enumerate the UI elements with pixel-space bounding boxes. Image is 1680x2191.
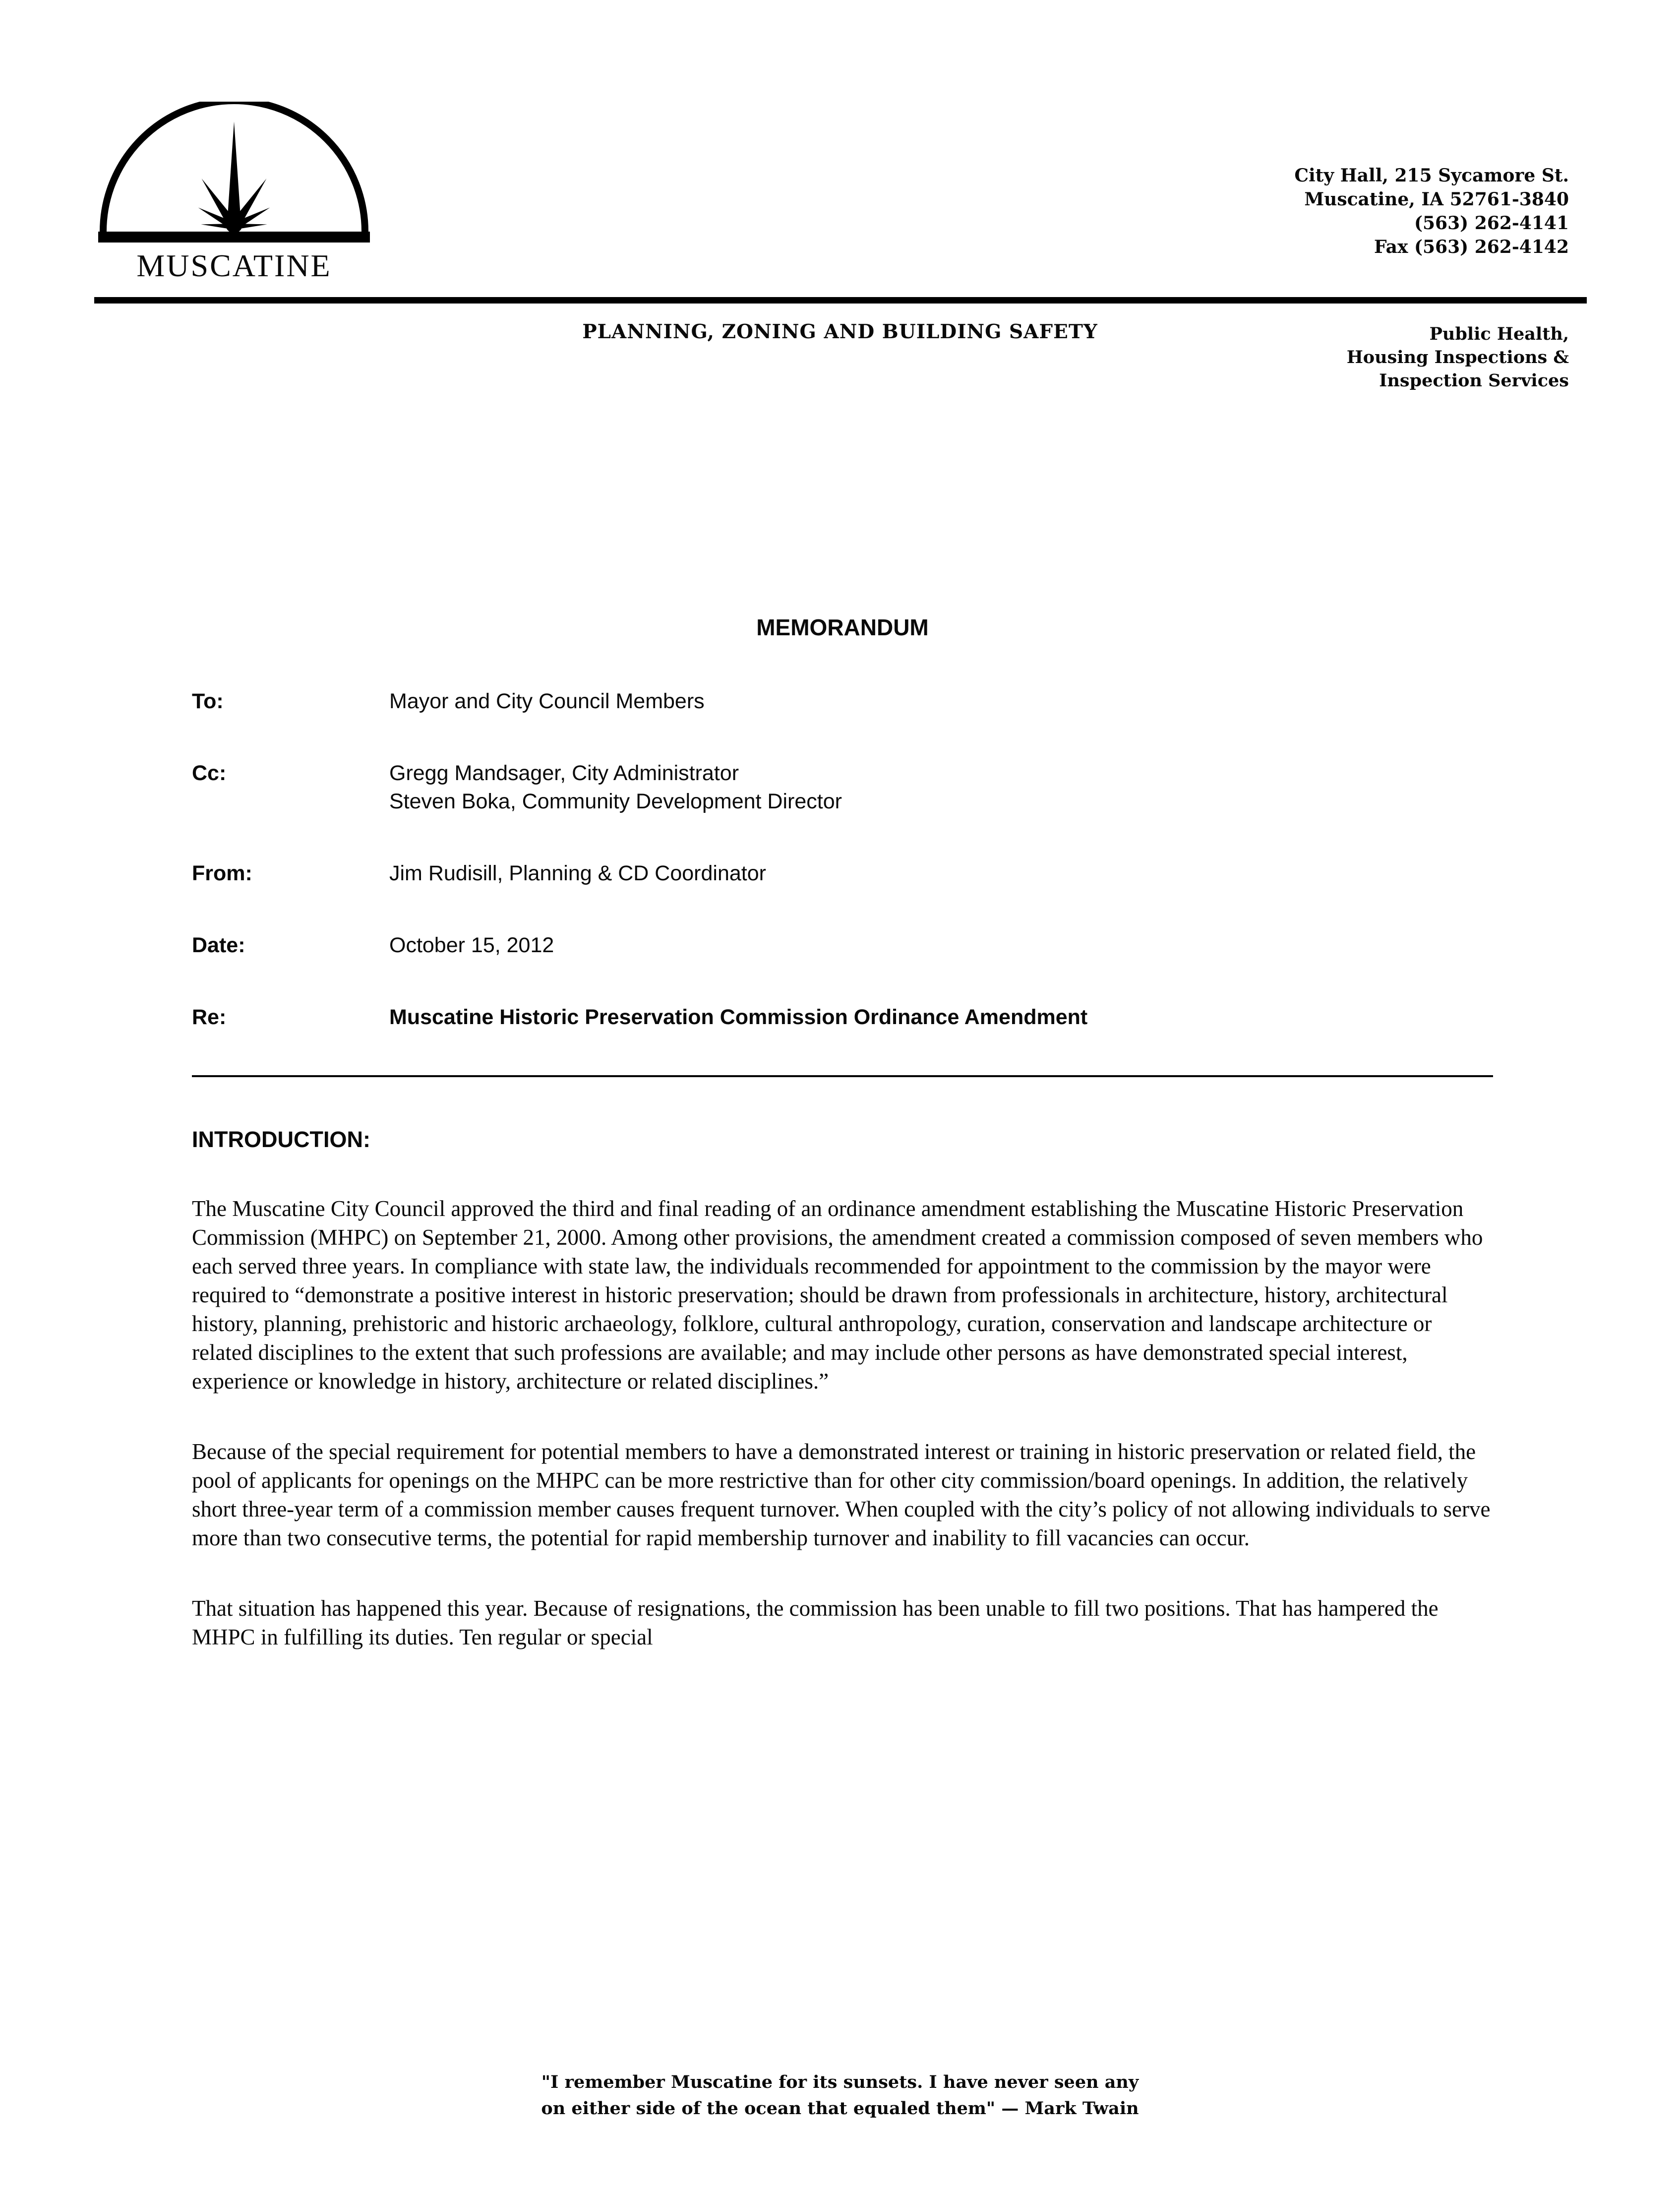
memo-field-row-from [192,859,1493,888]
services-line: Inspection Services [1379,370,1569,391]
memo-field-row-cc [192,759,1493,816]
services-line: Public Health, [1429,324,1569,344]
memo-field-value [389,859,1493,888]
address-line: (563) 262-4141 [1414,213,1569,234]
body-paragraph: That situation has happened this year. Because of resignations, the commission has been unable to fill two positions. That has hampered the MHPC in fulfilling its duties. Ten regular or special [192,1596,1439,1649]
address-line: Fax (563) 262-4142 [1374,237,1569,257]
services-block [1347,322,1569,392]
memo-field-value [389,759,1493,816]
sunburst-logo-icon [95,102,373,245]
address-block [1294,164,1569,259]
divider-rule [192,1075,1493,1077]
memo-field-line: Gregg Mandsager, City Administrator [389,761,739,785]
memo-field-line: Jim Rudisill, Planning & CD Coordinator [389,861,766,885]
memo-field-value [389,687,1493,716]
memo-field-row-re [192,1003,1493,1032]
memo-field-label: Re: [192,1005,227,1029]
city-logo [95,102,373,284]
memo-field-label: Date: [192,933,245,957]
address-line: Muscatine, IA 52761-3840 [1304,189,1569,210]
services-line: Housing Inspections & [1346,347,1569,367]
memo-field-label: Cc: [192,761,227,785]
footer-quote [0,2069,1680,2122]
memo-field-label: From: [192,861,252,885]
memo-field-row-to [192,687,1493,716]
memo-field-line: Muscatine Historic Preservation Commission Ordinance Amendment [389,1005,1088,1029]
header-rule [94,297,1587,304]
address-line: City Hall, 215 Sycamore St. [1294,165,1569,186]
section-heading: INTRODUCTION: [192,1127,370,1152]
memo-field-line: October 15, 2012 [389,933,554,957]
footer-quote-line: "I remember Muscatine for its sunsets. I have never seen any [541,2072,1139,2092]
memo-field-label: To: [192,689,224,713]
memo-field-line: Steven Boka, Community Development Director [389,790,842,813]
memo-field-value [389,931,1493,960]
memo-field-line: Mayor and City Council Members [389,689,705,713]
body-paragraph: Because of the special requirement for potential members to have a demonstrated interest or training in historic preservation or related field, the pool of applicants for openings on the MHPC can be more restrictive than for other city commission/board openings. In addition, the relatively short three-year term of a commission member causes frequent turnover. When coupled with the city’s policy of not allowing individuals to serve more than two consecutive terms, the potential for rapid membership turnover and inability to fill vacancies can occur. [192,1439,1491,1550]
body-paragraph: The Muscatine City Council approved the third and final reading of an ordinance amendment establishing the Muscatine Historic Preservation Commission (MHPC) on September 21, 2000. Among other provisions, the amendment created a commission composed of seven members who each served three years. In compliance with state law, the individuals recommended for appointment to the commission by the mayor were required to “demonstrate a positive interest in historic preservation; should be drawn from professionals in architecture, history, architectural history, planning, prehistoric and historic archaeology, folklore, cultural anthropology, curation, conservation and landscape architecture or related disciplines to the extent that such professions are available; and may include other persons as have demonstrated special interest, experience or knowledge in history, architecture or related disciplines.” [192,1196,1483,1394]
memo-field-value [389,1003,1493,1032]
memo-title: MEMORANDUM [756,614,929,640]
memo-content [192,614,1493,1651]
department-title: PLANNING, ZONING AND BUILDING SAFETY [582,320,1098,343]
footer-quote-line: on either side of the ocean that equaled them" — Mark Twain [541,2098,1139,2119]
logo-wordmark: MUSCATINE [136,248,332,283]
memo-field-row-date [192,931,1493,960]
